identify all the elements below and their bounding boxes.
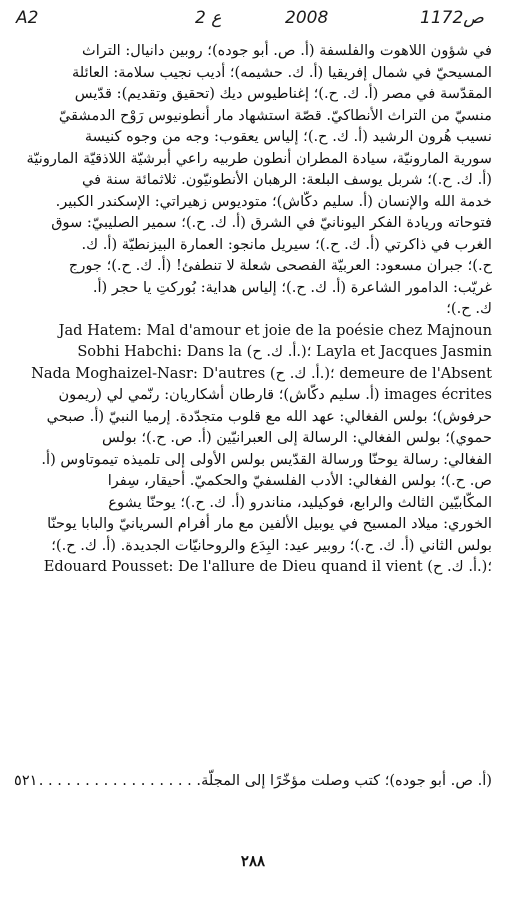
text-line-latin: Sobhi Habchi: Dans la (أ. ك. ح.)؛ Layla et Jacques Jasmin [77,343,492,360]
text-line: غريّب: الدامور الشاعرة (أ. ك. ح.)؛ إلياس هداية: بُوركتِ يا حجر (أ. [92,278,492,296]
text-line: فتوحاته وريادة الفكر اليونانيّ في الشرق (أ. ك. ح.)؛ سمير الصليبيّ: سوق [51,214,492,231]
last-entry-text: (أ. ص. أبو جوده)؛ كتب وصلت مؤخّرًا إلى المجلّة. . . . . . . . . . . . . . . . . . [38,772,492,789]
text-line: نسيب هُرون الرشيد (أ. ك. ح.)؛ إلياس يعقوب: وجه من وجوه كنيسة [84,128,492,145]
text-line: الفغالي: رسالة يوحنّا ورسالة القدّيس بولس الأولى إلى تلميذه تيموتاوس (أ. [41,450,492,468]
text-line: المسيحيّ في شمال إفريقيا (أ. ك. حشيمه)؛ أديب نجيب سلامة: العائلة [71,63,492,81]
handwritten-note-center-right: 2008 [285,8,329,28]
text-line-latin: Jad Hatem: Mal d'amour et joie de la poésie chez Majnoun [58,321,492,339]
text-line: ح.)؛ جبران مسعود: العربيّة الفصحى شعلة لا تنطفئ! (أ. ك. ح.)؛ جورج [68,257,492,274]
handwritten-note-left: A2 [16,8,39,28]
handwritten-note-right: 1172ص [420,8,484,28]
page-reference: ٥٢١ [14,772,38,789]
text-line: سورية المارونيّة، سيادة المطران أنطون طربيه راعي أبرشيّة اللاذقيّة المارونيّة [26,149,492,167]
text-line: بولس الثاني (أ. ك. ح.)؛ روبير عيد: البِدَع والروحانيّات الجديدة. (أ. ك. ح.)؛ [51,536,492,554]
text-line: المقدّسة في مصر (أ. ك. ح.)؛ إغناطيوس ديك (تحقيق وتقديم): قدّيس [74,85,492,102]
text-line: منسيّ من التراث الأنطاكيّ. قصّة استشهاد مار أنطونيوس رَوْح الدمشقيّ [58,106,492,124]
footer-page-number: ٢٨٨ [240,852,266,870]
text-line-latin: Edouard Pousset: De l'allure de Dieu quand il vient (أ. ك. ح.)؛ [43,558,492,575]
text-line: images écrites (أ. سليم دكّاش)؛ قارطان أشكاريان: رنّمي لي (ريمون [58,386,492,403]
text-line: الخوري: ميلاد المسيح في يوبيل الألفين مع مار أفرام السريانيّ والبابا يوحنّا [47,515,492,532]
text-line: في شؤون اللاهوت والفلسفة (أ. ص. أبو جوده)؛ روبين دانيال: التراث [81,42,492,59]
index-body [14,40,492,578]
text-line: ص. ح.)؛ بولس الفغالي: الأدب الفلسفيّ والحكميّ. أحيقار، سِفرا [107,472,492,489]
text-line: (أ. ك. ح.)؛ شربل يوسف البلعة: الرهبان الأنطونيّون. ثلاثمائة سنة في [81,171,492,188]
handwritten-note-center-left: 2 ع [195,8,222,28]
text-line: المكّابيّين الثالث والرابع، فوكيليد، مناندرو (أ. ك. ح.)؛ يوحنّا يشوع [108,493,492,511]
last-entry-row [14,772,492,794]
text-line: الغرب في ذاكرتي (أ. ك. ح.)؛ سيريل مانجو: العمارة البيزنطيّة (أ. ك. [81,235,492,253]
text-line: خدمة الله والإنسان (أ. سليم دكّاش)؛ متوديوس زهيراتي: الإسكندر الكبير. [55,192,492,210]
text-line: حموي)؛ بولس الفغالي: الرسالة إلى العبرانيّين (أ. ص. ح.)؛ بولس [102,429,492,446]
text-line: ك. ح.)؛ [446,300,492,317]
text-line: حرفوش)؛ بولس الفغالي: عهد الله مع قلوب متجدّدة. إرميا النبيّ (أ. صبحي [46,407,492,425]
text-line-latin: Nada Moghaizel-Nasr: D'autres (أ. ك. ح.)؛ demeure de l'Absent [31,364,492,382]
